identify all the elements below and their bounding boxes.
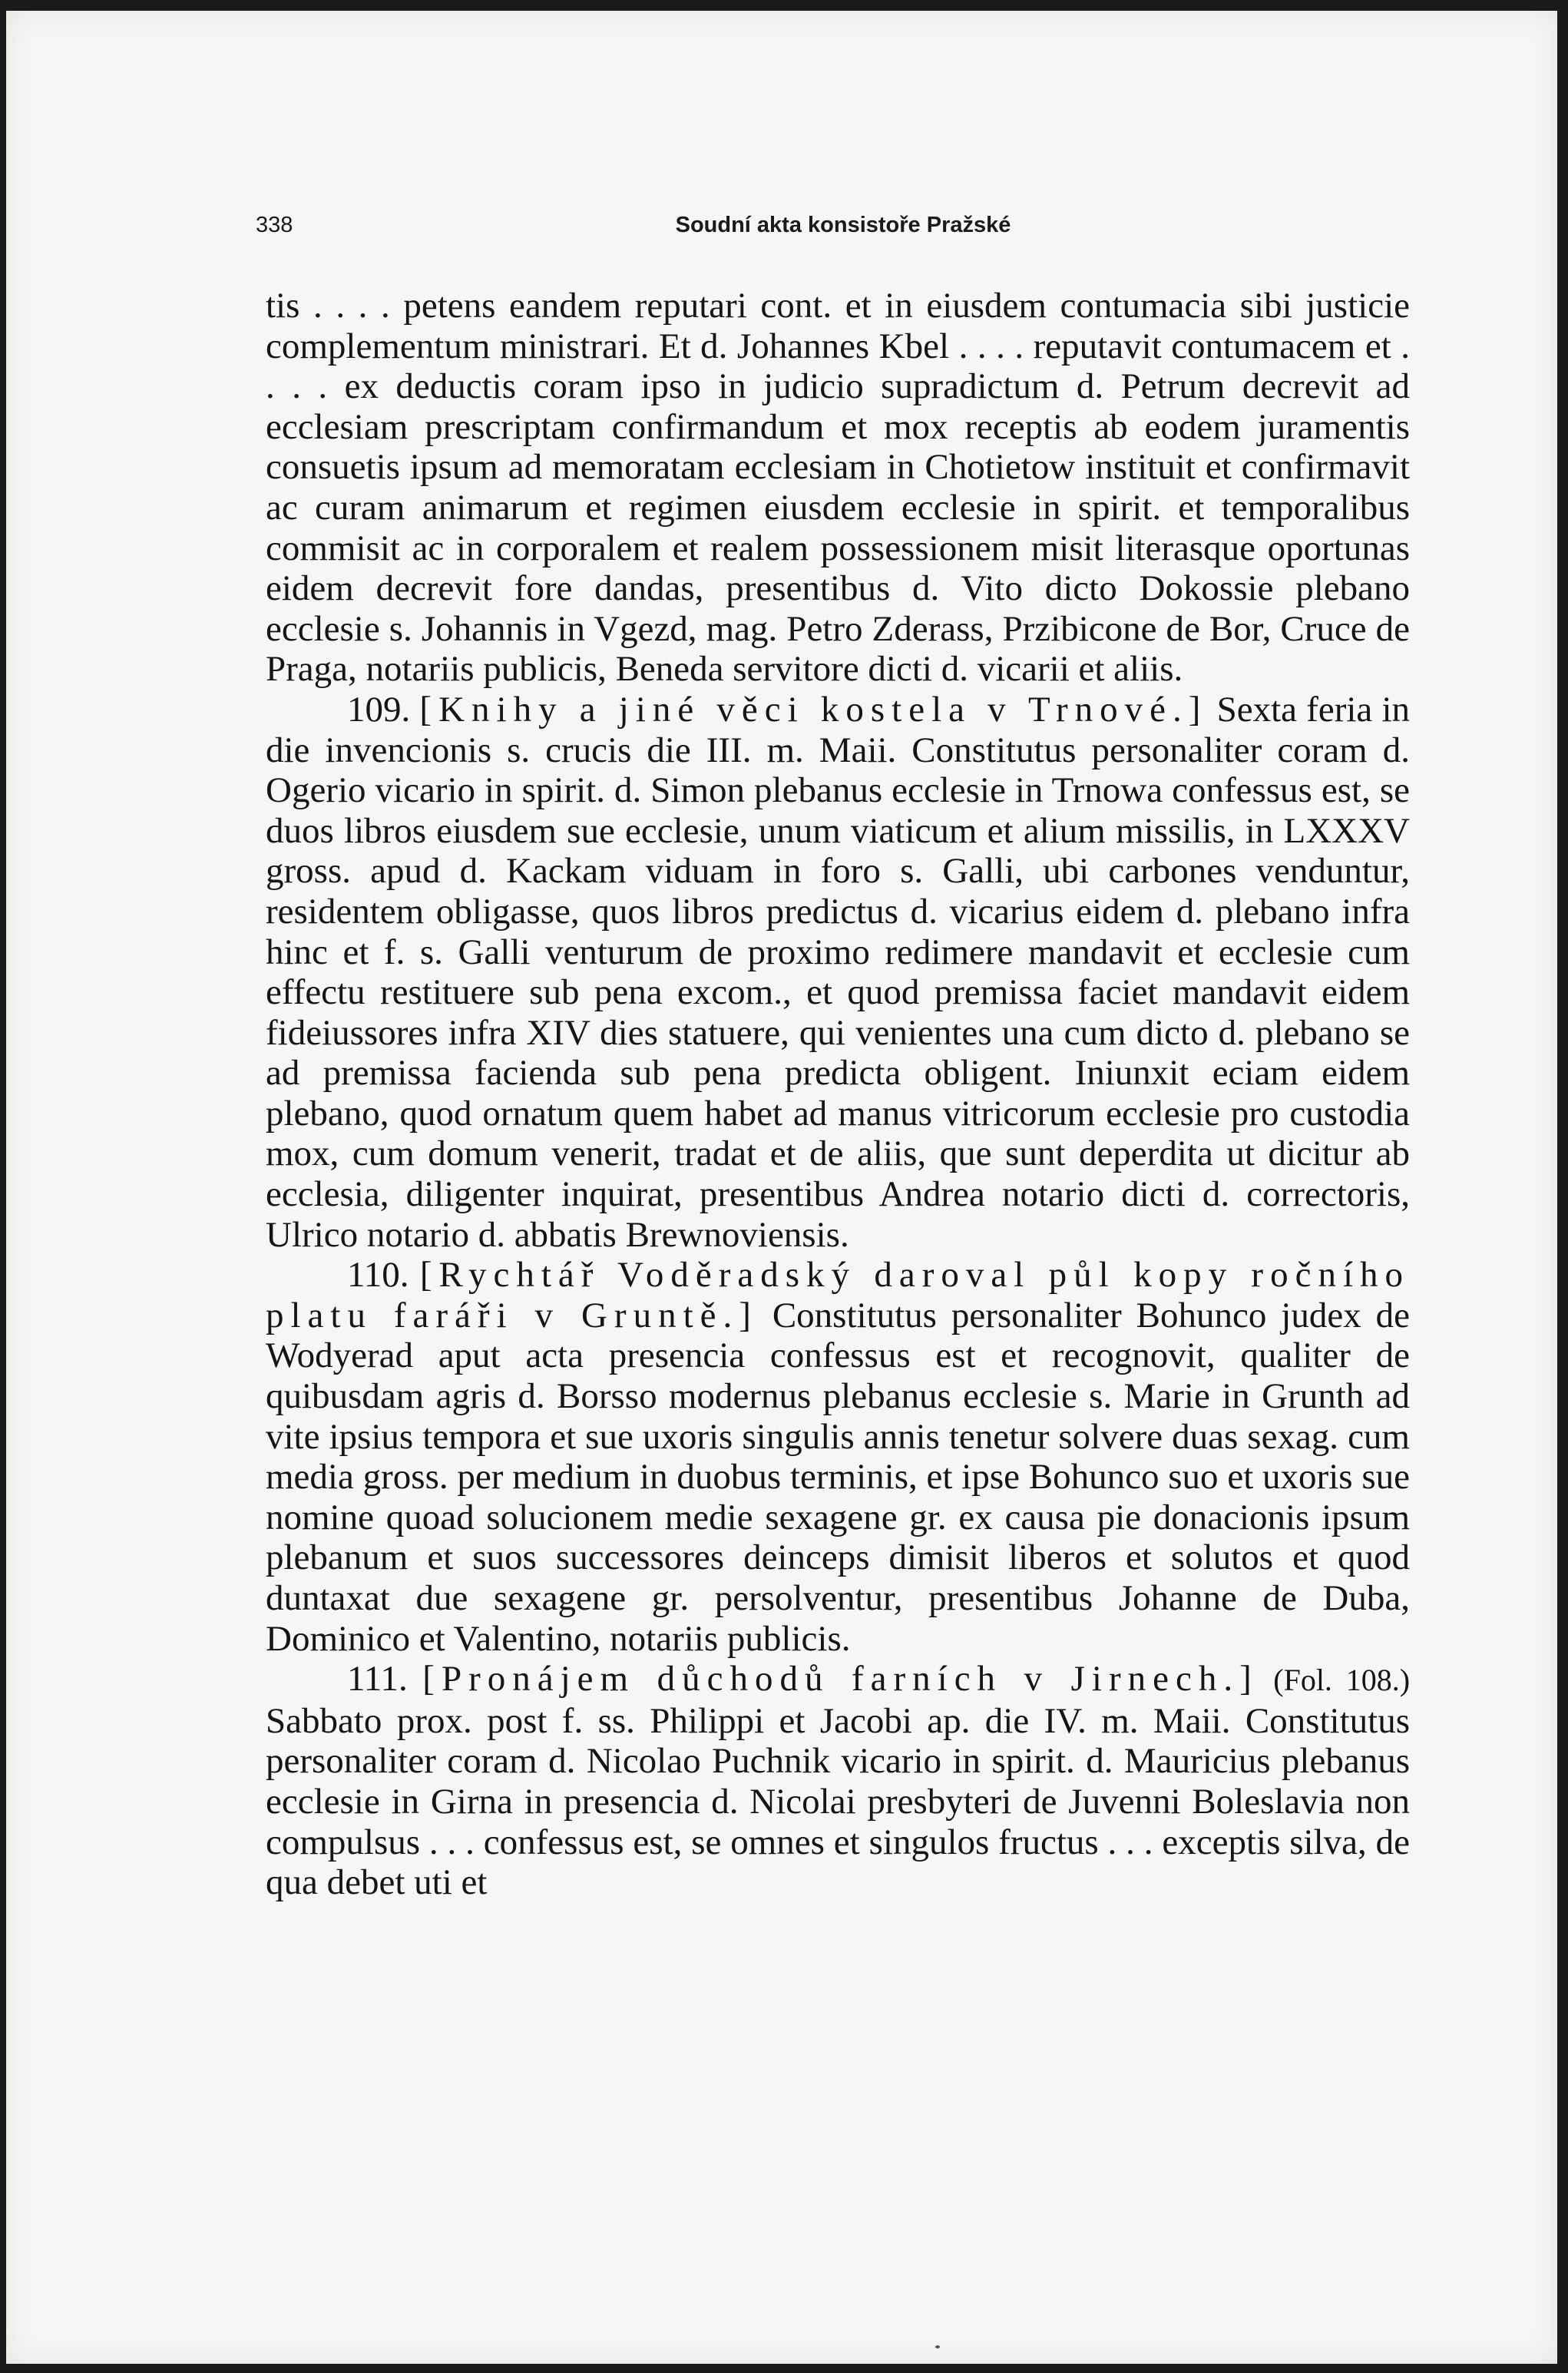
- entry-number: 111.: [347, 1659, 408, 1699]
- running-title: Soudní akta konsistoře Pražské: [675, 213, 1011, 237]
- page-number: 338: [256, 213, 293, 237]
- running-head: [256, 207, 1431, 245]
- entry-110: [266, 1255, 1410, 1659]
- foliation-note: (Fol. 108.): [1273, 1663, 1411, 1698]
- entry-111: [266, 1659, 1410, 1903]
- entry-heading: [Pronájem důchodů farních v Jirnech.]: [422, 1659, 1259, 1699]
- continuation-paragraph: tis . . . . petens eandem reputari cont. et in eiusdem contumacia sibi justicie complementum ministrari. Et d. Johannes Kbel . . . . reputavit contumacem et . . . . ex deductis coram ipso in judicio supradictum d. Petrum decrevit ad ecclesiam prescriptam confirmandum et mox receptis ab eodem juramentis consuetis ipsum ad memoratam ecclesiam in Chotietow instituit et confirmavit ac curam animarum et regimen eiusdem ecclesie in spirit. et temporalibus commisit ac in corporalem et realem possessionem misit literasque oportunas eidem decrevit fore dandas, presentibus d. Vito dicto Dokossie plebano ecclesie s. Johannis in Vgezd, mag. Petro Zderass, Przibicone de Bor, Cruce de Praga, notariis publicis, Beneda servitore dicti d. vicarii et aliis.: [266, 286, 1410, 690]
- entry-heading: [Rychtář Voděradský daroval půl kopy ročního platu faráři v Gruntě.]: [266, 1255, 1411, 1335]
- print-speck: [935, 2345, 940, 2348]
- entry-number: 110.: [347, 1255, 409, 1296]
- book-page: [6, 11, 1557, 2364]
- entry-text: Sexta feria in die invencionis s. crucis die III. m. Maii. Constitutus personaliter coram d. Ogerio vicario in spirit. d. Simon plebanus ecclesie in Trnowa confessus est, se duos libros eiusdem sue ecclesie, unum viaticum et alium missilis, in LXXXV gross. apud d. Kackam viduam in foro s. Galli, ubi carbones venduntur, residentem obligasse, quos libros predictus d. vicarius eidem d. plebano infra hinc et f. s. Galli venturum de proximo redimere mandavit et ecclesie cum effectu restituere sub pena excom., et quod premissa faciet mandavit eidem fideiussores infra XIV dies statuere, qui venientes una cum dicto d. plebano se ad premissa facienda sub pena predicta obligent. Iniunxit eciam eidem plebano, quod ornatum quem habet ad manus vitricorum ecclesie pro custodia mox, cum domum venerit, tradat et de aliis, que sunt deperdita ut dicitur ab ecclesia, diligenter inquirat, presentibus Andrea notario dicti d. correctoris, Ulrico notario d. abbatis Brewnoviensis.: [266, 689, 1411, 1255]
- entry-text: Sabbato prox. post f. ss. Philippi et Jacobi ap. die IV. m. Maii. Constitutus personaliter coram d. Nicolao Puchnik vicario in spirit. d. Mauricius plebanus ecclesie in Girna in presencia d. Nicolai presbyteri de Juvenni Boleslavia non compulsus . . . confessus est, se omnes et singulos fructus . . . exceptis silva, de qua debet uti et: [266, 1700, 1410, 1903]
- body-text: [266, 286, 1410, 1903]
- entry-109: [266, 690, 1410, 1255]
- entry-number: 109.: [347, 689, 411, 730]
- entry-heading: [Knihy a jiné věci kostela v Trnové.]: [419, 689, 1208, 730]
- entry-text: Constitutus personaliter Bohunco judex de Wodyerad aput acta presencia confessus est et recognovit, qualiter de quibusdam agris d. Borsso modernus plebanus ecclesie s. Marie in Grunth ad vite ipsius tempora et sue uxoris singulis annis tenetur solvere duas sexag. cum media gross. per medium in duobus terminis, et ipse Bohunco suo et uxoris sue nomine quoad solucionem medie sexagene gr. ex causa pie donacionis ipsum plebanum et suos successores deinceps dimisit liberos et solutos et quod duntaxat due sexagene gr. persolventur, presentibus Johanne de Duba, Dominico et Valentino, notariis publicis.: [266, 1295, 1410, 1659]
